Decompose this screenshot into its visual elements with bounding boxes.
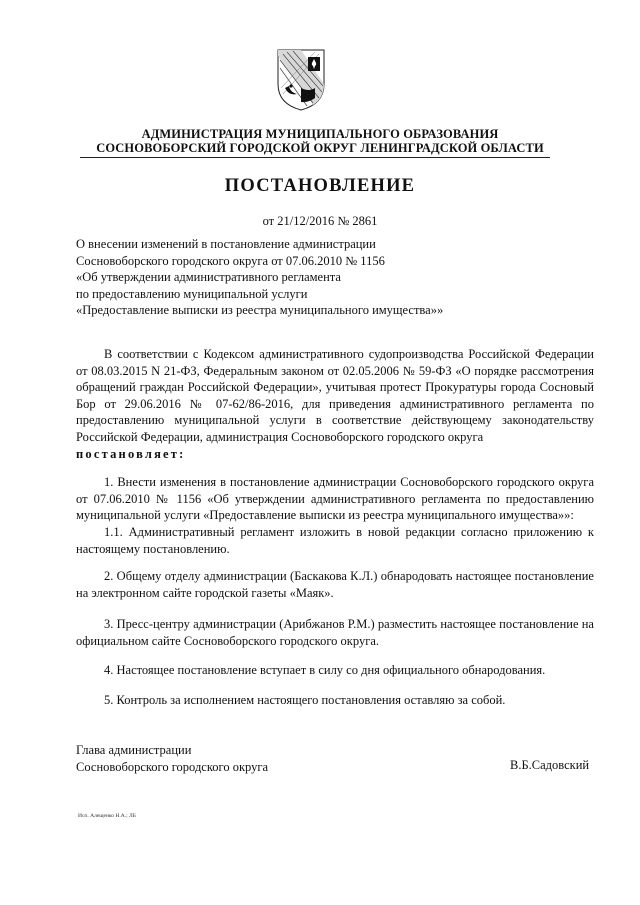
header-divider (80, 157, 550, 158)
signature-title (76, 742, 268, 775)
document-date-number: от 21/12/2016 № 2861 (262, 214, 378, 228)
subject-line: О внесении изменений в постановление администрации (76, 237, 376, 251)
clause-5: 5. Контроль за исполнением настоящего постановления оставляю за собой. (104, 693, 506, 707)
clause-4: 4. Настоящее постановление вступает в силу со дня официального обнародования. (104, 663, 546, 677)
subject-line: Сосновоборского городского округа от 07.06.2010 № 1156 (76, 253, 385, 268)
subject-line: «Об утверждении административного регламента (76, 270, 341, 285)
document-subject (76, 236, 443, 319)
clause-1: 1. Внести изменения в постановление администрации Сосновоборского городского округа от 07.06.2010 № 1156 «Об утверждении административного регламента по предоставлению муниципальной услуги «Предоставление выписки из реестра муниципального имущества»»: (76, 475, 594, 523)
decree-word: постановляет: (76, 446, 186, 461)
executor-note: Исп. Алещенко Н.А.; ЛБ (78, 813, 136, 819)
subject-line: «Предоставление выписки из реестра муниципального имущества»» (76, 303, 444, 318)
signature-title-line1: Глава администрации (76, 743, 192, 757)
clause-2: 2. Общему отделу администрации (Баскакова К.Л.) обнародовать настоящее постановление на электронном сайте городской газеты «Маяк». (76, 569, 594, 600)
document-title: ПОСТАНОВЛЕНИЕ (224, 176, 416, 196)
clause-1-1: 1.1. Административный регламент изложить в новой редакции согласно приложению к настоящему постановлению. (76, 525, 594, 556)
clause-3: 3. Пресс-центру администрации (Арибжанов Р.М.) разместить настоящее постановление на официальном сайте Сосновоборского городского округа. (76, 617, 594, 648)
coat-of-arms-emblem (275, 48, 327, 112)
organization-name-line2: СОСНОВОБОРСКИЙ ГОРОДСКОЙ ОКРУГ ЛЕНИНГРАДСКОЙ ОБЛАСТИ (96, 141, 544, 155)
preamble-paragraph (76, 346, 594, 462)
preamble-text: В соответствии с Кодексом административного судопроизводства Российской Федерации от 08.03.2015 N 21-ФЗ, Федеральным законом от 02.05.2006 № 59-ФЗ «О порядке рассмотрения обращений граждан Российской Федерации», учитывая протест Прокуратуры города Сосновый Бор от 29.06.2016 № 07-62/86-2016, для приведения административного регламента по предоставлению муниципальной услуги в соответствие действующему законодательству Российской Федерации, администрация Сосновоборского городского округа (76, 347, 594, 444)
signatory-name: В.Б.Садовский (510, 758, 590, 772)
organization-name-line1: АДМИНИСТРАЦИЯ МУНИЦИПАЛЬНОГО ОБРАЗОВАНИЯ (141, 127, 499, 141)
signature-title-line2: Сосновоборского городского округа (76, 759, 269, 774)
subject-line: по предоставлению муниципальной услуги (76, 286, 308, 301)
